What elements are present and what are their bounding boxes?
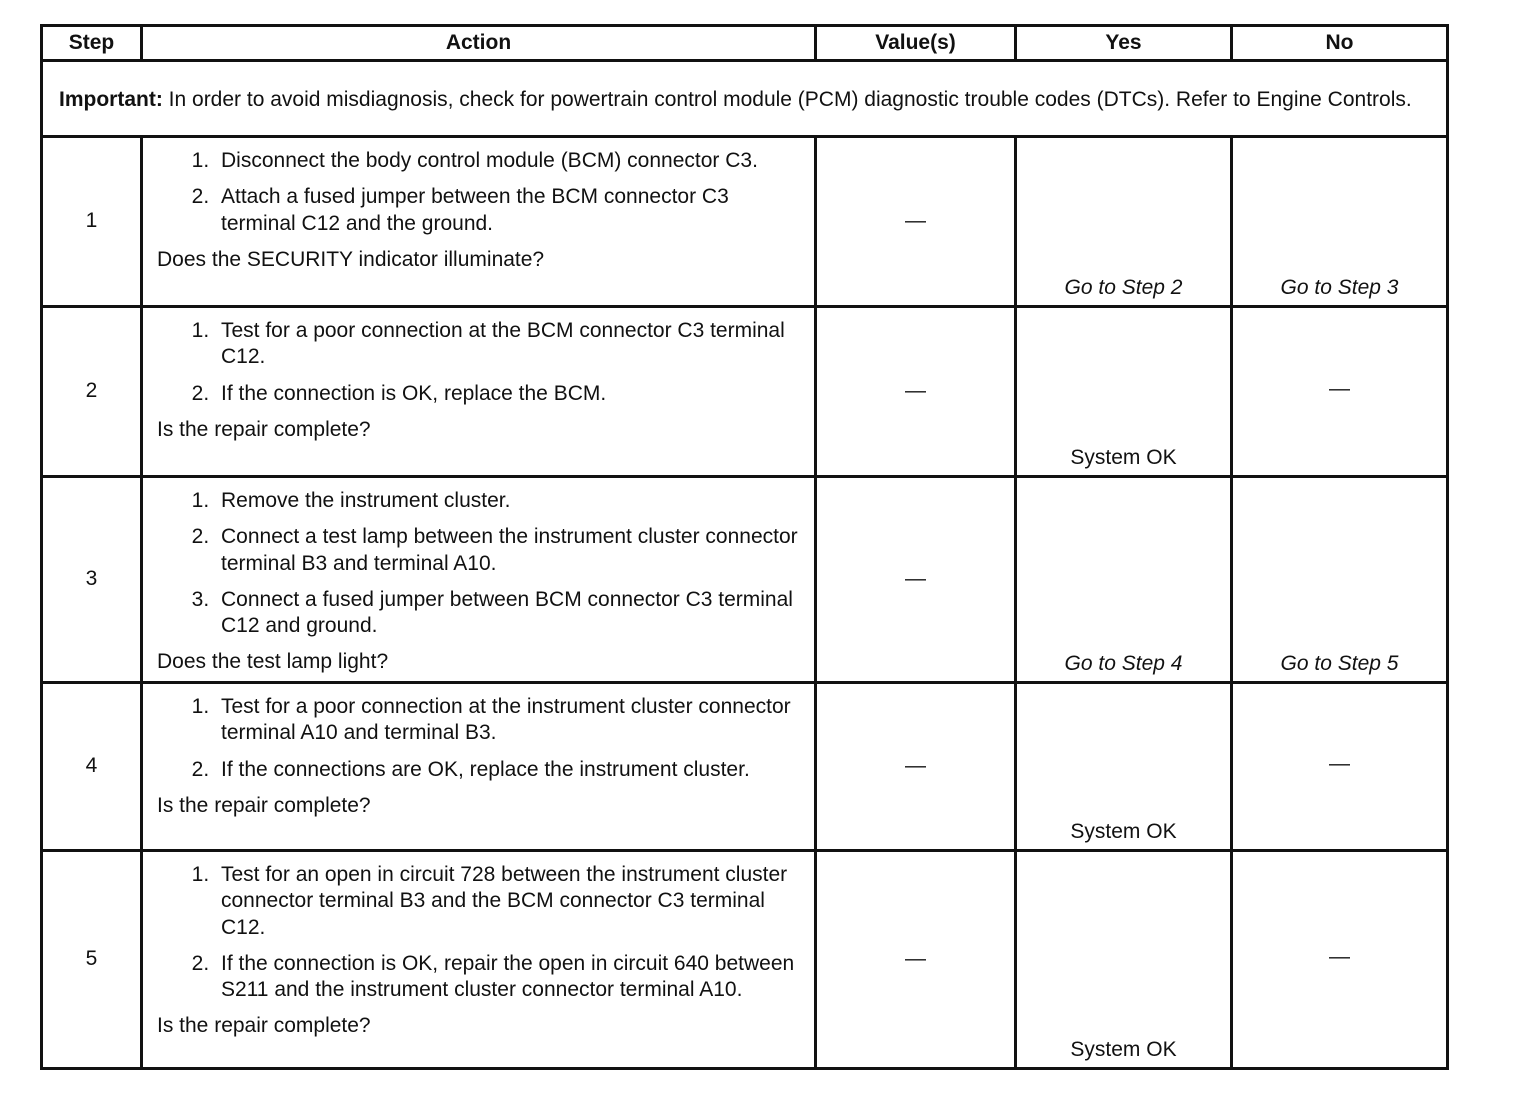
step-no: Go to Step 3 <box>1232 137 1448 307</box>
step-action <box>142 137 816 307</box>
step-value: — <box>816 477 1016 683</box>
step-number: 2 <box>42 307 142 477</box>
action-list <box>157 318 804 407</box>
action-item: 1. Remove the instrument cluster. <box>215 488 804 514</box>
step-row <box>42 137 1448 307</box>
table-header-row <box>42 26 1448 61</box>
important-text: In order to avoid misdiagnosis, check for powertrain control module (PCM) diagnostic trouble codes (DTCs). Refer to Engine Controls. <box>162 88 1412 112</box>
header-step: Step <box>42 26 142 61</box>
step-yes: System OK <box>1016 851 1232 1069</box>
step-row <box>42 307 1448 477</box>
step-number: 3 <box>42 477 142 683</box>
step-value: — <box>816 683 1016 851</box>
action-list <box>157 694 804 783</box>
step-number: 4 <box>42 683 142 851</box>
header-action: Action <box>142 26 816 61</box>
step-question: Does the test lamp light? <box>157 650 389 674</box>
action-item: 2. If the connection is OK, repair the open in circuit 640 between S211 and the instrument cluster connector terminal A10. <box>215 951 804 1004</box>
step-question: Is the repair complete? <box>157 417 371 441</box>
diagnostic-table <box>40 24 1449 1070</box>
action-item: 2. Connect a test lamp between the instrument cluster connector terminal B3 and terminal A10. <box>215 524 804 577</box>
action-item: 1. Test for a poor connection at the instrument cluster connector terminal A10 and terminal B3. <box>215 694 804 747</box>
important-note <box>42 61 1448 137</box>
step-value: — <box>816 137 1016 307</box>
action-list <box>157 148 804 237</box>
action-item: 2. Attach a fused jumper between the BCM connector C3 terminal C12 and the ground. <box>215 184 804 237</box>
step-yes: System OK <box>1016 683 1232 851</box>
step-number: 1 <box>42 137 142 307</box>
step-row <box>42 477 1448 683</box>
action-item: 2. If the connections are OK, replace the instrument cluster. <box>215 757 804 783</box>
step-number: 5 <box>42 851 142 1069</box>
step-row <box>42 683 1448 851</box>
important-note-row <box>42 61 1448 137</box>
header-values: Value(s) <box>816 26 1016 61</box>
step-row <box>42 851 1448 1069</box>
important-label: Important: <box>59 88 163 112</box>
action-item: 3. Connect a fused jumper between BCM connector C3 terminal C12 and ground. <box>215 587 804 640</box>
action-list <box>157 488 804 639</box>
step-no: Go to Step 5 <box>1232 477 1448 683</box>
step-action <box>142 683 816 851</box>
step-value: — <box>816 851 1016 1069</box>
step-yes: Go to Step 4 <box>1016 477 1232 683</box>
action-list <box>157 862 804 1003</box>
step-question: Is the repair complete? <box>157 1014 371 1038</box>
step-action <box>142 477 816 683</box>
action-item: 1. Test for a poor connection at the BCM connector C3 terminal C12. <box>215 318 804 371</box>
step-question: Does the SECURITY indicator illuminate? <box>157 247 545 271</box>
header-no: No <box>1232 26 1448 61</box>
action-item: 1. Disconnect the body control module (BCM) connector C3. <box>215 148 804 174</box>
action-item: 2. If the connection is OK, replace the BCM. <box>215 381 804 407</box>
step-no: — <box>1232 851 1448 1069</box>
step-value: — <box>816 307 1016 477</box>
step-yes: System OK <box>1016 307 1232 477</box>
header-yes: Yes <box>1016 26 1232 61</box>
step-question: Is the repair complete? <box>157 793 371 817</box>
step-action <box>142 307 816 477</box>
step-action <box>142 851 816 1069</box>
step-no: — <box>1232 307 1448 477</box>
action-item: 1. Test for an open in circuit 728 between the instrument cluster connector terminal B3 and the BCM connector C3 terminal C12. <box>215 862 804 941</box>
step-no: — <box>1232 683 1448 851</box>
step-yes: Go to Step 2 <box>1016 137 1232 307</box>
